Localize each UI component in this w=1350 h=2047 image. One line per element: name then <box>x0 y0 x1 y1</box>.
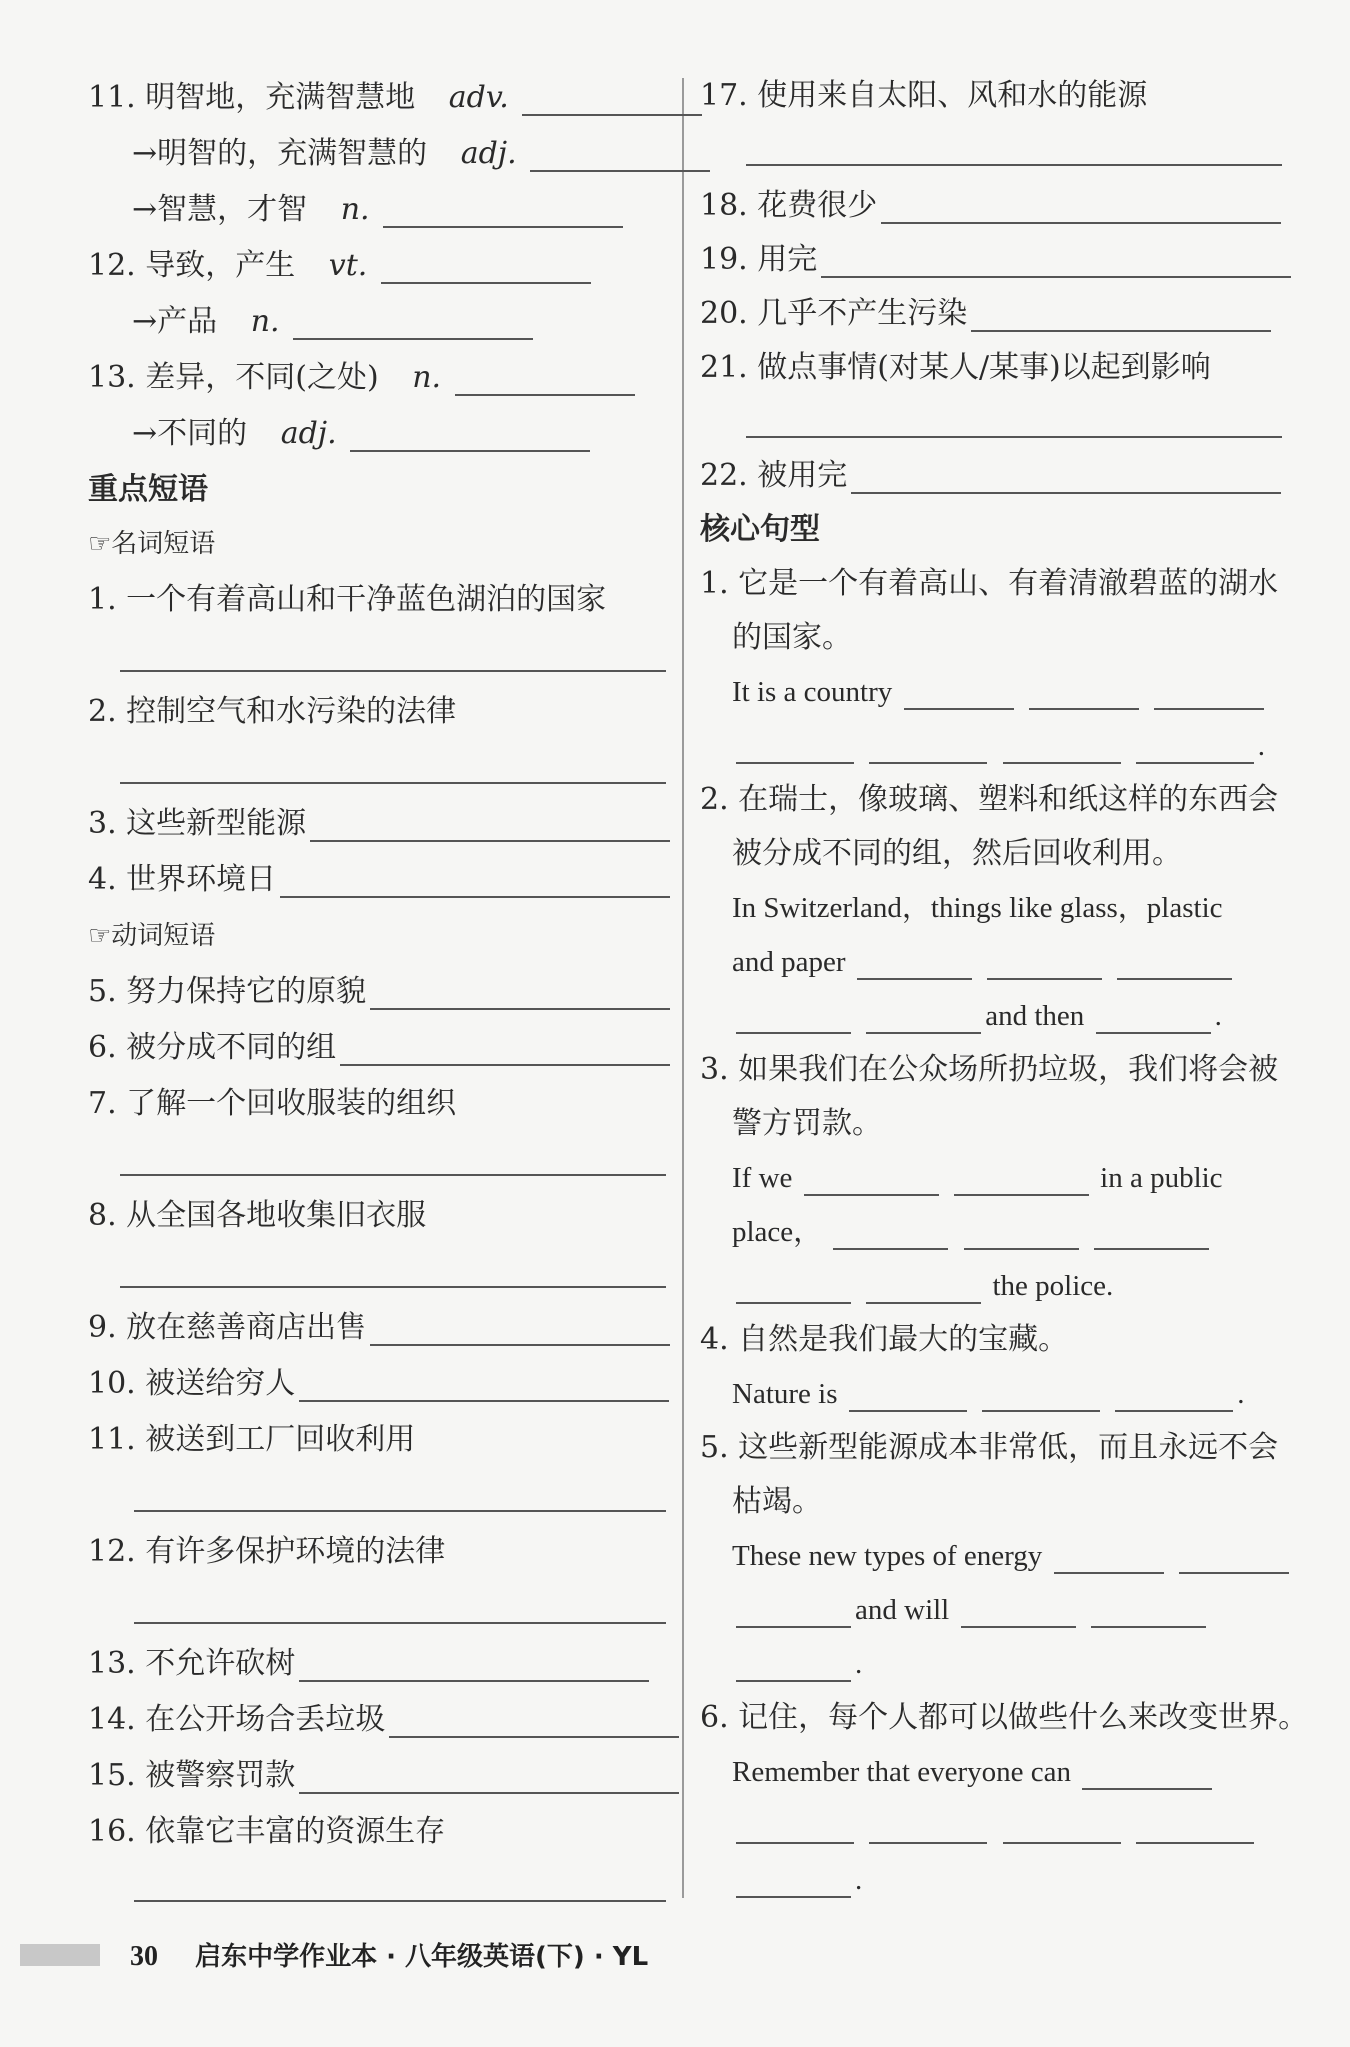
answer-blank[interactable] <box>736 1596 851 1628</box>
phrase-item: 18. 花费很少 <box>700 188 1285 224</box>
phrase-item: 8. 从全国各地收集旧衣服 <box>88 1198 427 1233</box>
phrase-item: 15. 被警察罚款 <box>88 1758 683 1794</box>
sentence-english <box>732 1808 1258 1844</box>
answer-blank[interactable] <box>370 1314 670 1346</box>
answer-blank[interactable] <box>310 810 670 842</box>
answer-blank[interactable] <box>821 246 1291 278</box>
answer-blank[interactable] <box>299 1370 669 1402</box>
sentence-english: It is a country <box>732 674 1268 710</box>
answer-blank[interactable] <box>1136 732 1254 764</box>
answer-blank[interactable] <box>736 1002 851 1034</box>
answer-blank[interactable] <box>904 678 1014 710</box>
sentence-chinese: 4. 自然是我们最大的宝藏。 <box>700 1322 1069 1357</box>
word-item: 11. 明智地，充满智慧地 adv. <box>88 80 706 116</box>
sentence-chinese: 2. 在瑞士，像玻璃、塑料和纸这样的东西会 <box>700 782 1279 817</box>
answer-blank[interactable] <box>1003 732 1121 764</box>
phrase-item: 12. 有许多保护环境的法律 <box>88 1534 446 1569</box>
answer-line[interactable] <box>134 1900 666 1902</box>
answer-blank[interactable] <box>1091 1596 1206 1628</box>
sentence-english: . <box>732 1862 862 1898</box>
sentence-chinese: 3. 如果我们在公众场所扔垃圾，我们将会被 <box>700 1052 1279 1087</box>
answer-blank[interactable] <box>849 1380 967 1412</box>
phrase-item: 14. 在公开场合丢垃圾 <box>88 1702 683 1738</box>
phrase-item: 3. 这些新型能源 <box>88 806 674 842</box>
sentence-english: and paper <box>732 944 1236 980</box>
answer-blank[interactable] <box>340 1034 670 1066</box>
answer-blank[interactable] <box>857 948 972 980</box>
phrase-item: 1. 一个有着高山和干净蓝色湖泊的国家 <box>88 582 607 617</box>
answer-blank[interactable] <box>1029 678 1139 710</box>
subsection-heading: ☞名词短语 <box>88 529 216 559</box>
answer-blank[interactable] <box>971 300 1271 332</box>
answer-blank[interactable] <box>736 1866 851 1898</box>
word-item: →智慧，才智 n. <box>132 192 627 228</box>
section-heading: 核心句型 <box>700 512 820 547</box>
answer-blank[interactable] <box>982 1380 1100 1412</box>
answer-blank[interactable] <box>869 1812 987 1844</box>
answer-blank[interactable] <box>961 1596 1076 1628</box>
answer-blank[interactable] <box>381 252 591 284</box>
sentence-chinese: 枯竭。 <box>732 1484 822 1519</box>
phrase-item: 21. 做点事情(对某人/某事)以起到影响 <box>700 350 1211 385</box>
answer-blank[interactable] <box>1082 1758 1212 1790</box>
answer-blank[interactable] <box>1094 1218 1209 1250</box>
answer-blank[interactable] <box>1115 1380 1233 1412</box>
answer-blank[interactable] <box>1003 1812 1121 1844</box>
answer-blank[interactable] <box>299 1762 679 1794</box>
answer-blank[interactable] <box>804 1164 939 1196</box>
sentence-english: These new types of energy <box>732 1538 1293 1574</box>
phrase-item: 17. 使用来自太阳、风和水的能源 <box>700 78 1148 113</box>
word-item: 13. 差异，不同(之处) n. <box>88 360 639 396</box>
answer-blank[interactable] <box>455 364 635 396</box>
page-number: 30 <box>130 1941 158 1972</box>
answer-blank[interactable] <box>736 1650 851 1682</box>
answer-blank[interactable] <box>1179 1542 1289 1574</box>
phrase-item: 7. 了解一个回收服装的组织 <box>88 1086 457 1121</box>
page-footer <box>130 1936 648 1973</box>
answer-line[interactable] <box>120 670 666 672</box>
answer-blank[interactable] <box>964 1218 1079 1250</box>
phrase-item: 4. 世界环境日 <box>88 862 674 898</box>
word-item: →产品 n. <box>132 304 537 340</box>
answer-blank[interactable] <box>1054 1542 1164 1574</box>
answer-blank[interactable] <box>522 84 702 116</box>
phrase-item: 13. 不允许砍树 <box>88 1646 653 1682</box>
answer-blank[interactable] <box>1096 1002 1211 1034</box>
sentence-chinese: 的国家。 <box>732 620 852 655</box>
answer-blank[interactable] <box>1136 1812 1254 1844</box>
sentence-english: If we in a public <box>732 1162 1223 1194</box>
answer-blank[interactable] <box>736 1812 854 1844</box>
sentence-english: . <box>732 728 1265 764</box>
answer-blank[interactable] <box>987 948 1102 980</box>
answer-line[interactable] <box>120 782 666 784</box>
answer-line[interactable] <box>746 164 1282 166</box>
answer-line[interactable] <box>746 436 1282 438</box>
phrase-item: 2. 控制空气和水污染的法律 <box>88 694 457 729</box>
answer-line[interactable] <box>120 1174 666 1176</box>
phrase-item: 19. 用完 <box>700 242 1295 278</box>
sentence-english: place， <box>732 1214 1213 1250</box>
sentence-chinese: 被分成不同的组，然后回收利用。 <box>732 836 1182 871</box>
answer-line[interactable] <box>134 1622 666 1624</box>
phrase-item: 6. 被分成不同的组 <box>88 1030 674 1066</box>
word-item: →明智的，充满智慧的 adj. <box>132 136 714 172</box>
answer-blank[interactable] <box>370 978 670 1010</box>
answer-blank[interactable] <box>736 1272 851 1304</box>
word-item: 12. 导致，产生 vt. <box>88 248 595 284</box>
sentence-chinese: 警方罚款。 <box>732 1106 882 1141</box>
phrase-item: 5. 努力保持它的原貌 <box>88 974 674 1010</box>
answer-blank[interactable] <box>389 1706 679 1738</box>
sentence-english: Nature is . <box>732 1378 1245 1410</box>
phrase-item: 16. 依靠它丰富的资源生存 <box>88 1814 446 1849</box>
answer-blank[interactable] <box>833 1218 948 1250</box>
sentence-english: and will <box>732 1592 1210 1628</box>
footer-decoration-bar <box>20 1944 100 1966</box>
sentence-english: and then . <box>732 998 1222 1034</box>
sentence-chinese: 5. 这些新型能源成本非常低，而且永远不会 <box>700 1430 1279 1465</box>
sentence-english: Remember that everyone can <box>732 1754 1216 1790</box>
sentence-english: In Switzerland，things like glass，plastic <box>732 892 1223 924</box>
answer-blank[interactable] <box>530 140 710 172</box>
phrase-item: 22. 被用完 <box>700 458 1285 494</box>
column-divider <box>682 78 684 1898</box>
sentence-english: the police. <box>732 1268 1113 1304</box>
answer-line[interactable] <box>120 1286 666 1288</box>
answer-blank[interactable] <box>293 308 533 340</box>
answer-blank[interactable] <box>866 1002 981 1034</box>
answer-blank[interactable] <box>954 1164 1089 1196</box>
sentence-chinese: 1. 它是一个有着高山、有着清澈碧蓝的湖水 <box>700 566 1279 601</box>
book-title: 启东中学作业本 · 八年级英语(下) · YL <box>195 1942 649 1972</box>
answer-blank[interactable] <box>736 732 854 764</box>
answer-blank[interactable] <box>350 420 590 452</box>
subsection-heading: ☞动词短语 <box>88 921 216 951</box>
phrase-item: 10. 被送给穷人 <box>88 1366 673 1402</box>
answer-blank[interactable] <box>383 196 623 228</box>
answer-blank[interactable] <box>851 462 1281 494</box>
sentence-chinese: 6. 记住，每个人都可以做些什么来改变世界。 <box>700 1700 1309 1735</box>
phrase-item: 20. 几乎不产生污染 <box>700 296 1275 332</box>
answer-blank[interactable] <box>1154 678 1264 710</box>
phrase-item: 11. 被送到工厂回收利用 <box>88 1422 416 1457</box>
answer-blank[interactable] <box>299 1650 649 1682</box>
sentence-english: . <box>732 1646 862 1682</box>
answer-blank[interactable] <box>869 732 987 764</box>
answer-blank[interactable] <box>280 866 670 898</box>
answer-blank[interactable] <box>881 192 1281 224</box>
section-heading: 重点短语 <box>88 472 208 507</box>
word-item: →不同的 adj. <box>132 416 594 452</box>
answer-line[interactable] <box>134 1510 666 1512</box>
answer-blank[interactable] <box>866 1272 981 1304</box>
phrase-item: 9. 放在慈善商店出售 <box>88 1310 674 1346</box>
answer-blank[interactable] <box>1117 948 1232 980</box>
